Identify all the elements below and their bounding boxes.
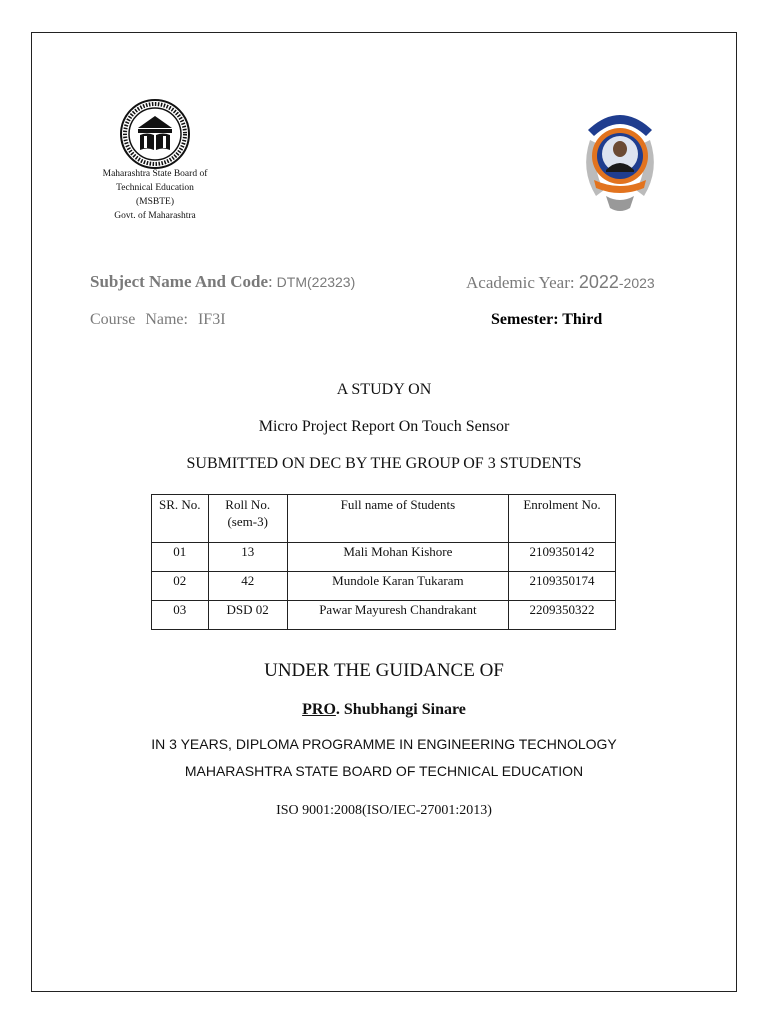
table-row (152, 601, 616, 630)
cell-full-name: Mundole Karan Tukaram (287, 572, 508, 601)
college-emblem (580, 100, 660, 222)
academic-year-start: 2022 (578, 272, 619, 292)
cell-enrolment-no: 2209350322 (508, 601, 615, 630)
guidance-heading: UNDER THE GUIDANCE OF (264, 660, 504, 681)
subject-separator: : (268, 272, 273, 291)
subject-line (90, 272, 355, 292)
semester: Semester: Third (491, 311, 603, 328)
header-enrolment-no: Enrolment No. (508, 495, 615, 543)
board-name-line-2: Technical Education (116, 183, 194, 193)
cell-sr-no: 01 (152, 543, 209, 572)
academic-year-end: -2023 (618, 275, 655, 291)
board-line: MAHARASHTRA STATE BOARD OF TECHNICAL EDUCATION (184, 763, 584, 779)
academic-year-separator: : (569, 273, 579, 292)
cell-enrolment-no: 2109350142 (508, 543, 615, 572)
board-name-line-3: (MSBTE) (136, 197, 174, 207)
guide-name: . Shubhangi Sinare (335, 701, 466, 718)
cell-full-name: Pawar Mayuresh Chandrakant (287, 601, 508, 630)
academic-year-line (466, 272, 655, 293)
table-header-row (152, 495, 616, 543)
cell-sr-no: 02 (152, 572, 209, 601)
iso-line: ISO 9001:2008(ISO/IEC-27001:2013) (276, 803, 492, 818)
study-on-heading: A STUDY ON (336, 381, 432, 398)
guide-name-line (0, 701, 768, 719)
header-sr-no: SR. No. (152, 495, 209, 543)
subject-code: DTM(22323) (272, 274, 356, 290)
programme-line: IN 3 YEARS, DIPLOMA PROGRAMME IN ENGINEERING TECHNOLOGY (151, 736, 617, 752)
cell-enrolment-no: 2109350174 (508, 572, 615, 601)
students-table (151, 494, 616, 630)
cell-sr-no: 03 (152, 601, 209, 630)
cell-roll-no: DSD 02 (208, 601, 287, 630)
msbte-logo-caption (90, 167, 220, 223)
table-row (152, 572, 616, 601)
cell-full-name: Mali Mohan Kishore (287, 543, 508, 572)
board-name-line-4: Govt. of Maharashtra (114, 211, 196, 221)
header-roll-no: Roll No. (sem-3) (208, 495, 287, 543)
header-full-name: Full name of Students (287, 495, 508, 543)
report-title: Micro Project Report On Touch Sensor (258, 418, 510, 435)
subject-label: Subject Name And Code (90, 272, 269, 291)
academic-year-label: Academic Year (466, 273, 570, 292)
course-name: Course Name: IF3I (90, 311, 226, 328)
table-row (152, 543, 616, 572)
board-name-line-1: Maharashtra State Board of (102, 169, 208, 179)
submission-line: SUBMITTED ON DEC BY THE GROUP OF 3 STUDENTS (186, 455, 582, 472)
cell-roll-no: 42 (208, 572, 287, 601)
msbte-logo (118, 98, 192, 170)
cell-roll-no: 13 (208, 543, 287, 572)
guide-title: PRO (302, 701, 336, 718)
